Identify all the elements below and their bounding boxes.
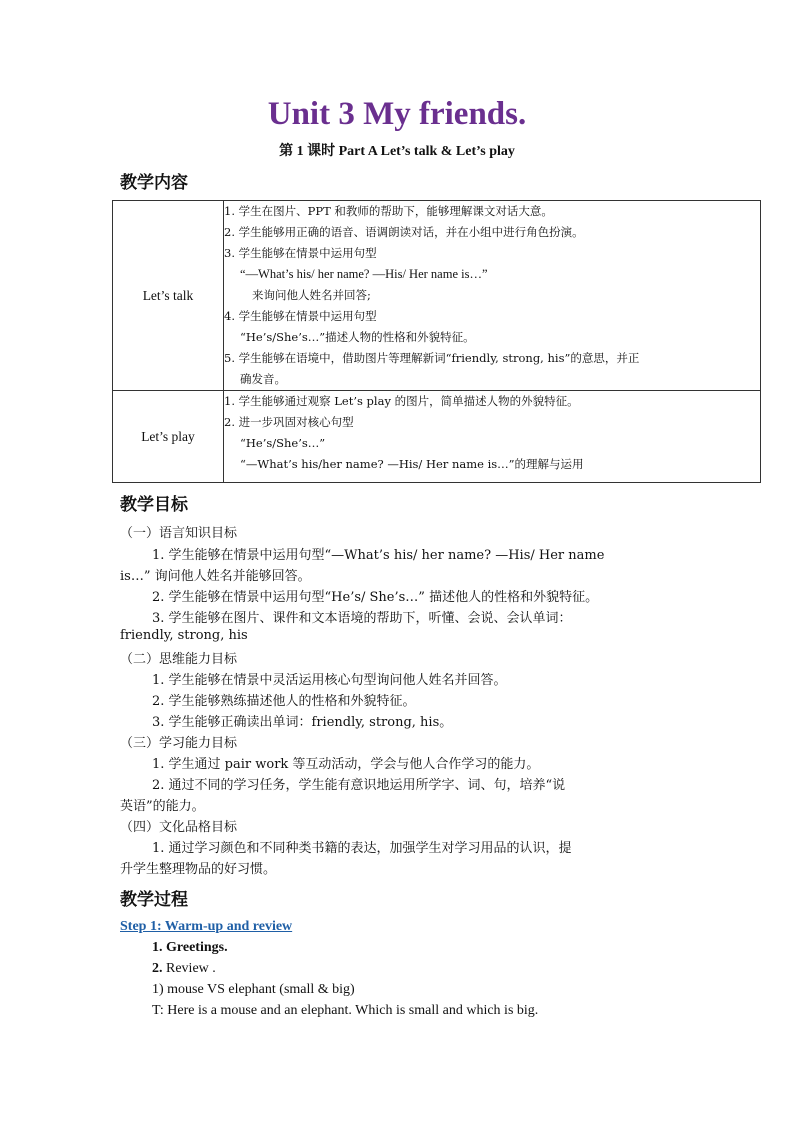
talk-line: 2. 学生能够用正确的语音、语调朗读对话，并在小组中进行角色扮演。: [224, 225, 584, 239]
play-line: 2. 进一步巩固对核心句型: [224, 415, 354, 429]
talk-line: 3. 学生能够在情景中运用句型: [224, 246, 377, 260]
goal-item: 1. 通过学习颜色和不同种类书籍的表达，加强学生对学习用品的认识，提: [152, 841, 572, 856]
goal-item: 1. 学生能够在情景中灵活运用核心句型询问他人姓名并回答。: [152, 673, 507, 688]
talk-line: 1. 学生在图片、PPT 和教师的帮助下，能够理解课文对话大意。: [224, 204, 553, 218]
goal-item: 3. 学生能够在图片、课件和文本语境的帮助下，听懂、会说、会认单词：: [152, 611, 572, 626]
talk-label: Let’s talk: [113, 201, 224, 391]
play-line: “—What’s his/her name? —His/ Her name is…”的理解与运用: [240, 457, 584, 471]
goal-item: 1. 学生通过 pair work 等互动活动，学会与他人合作学习的能力。: [152, 757, 540, 772]
table-row-play: [113, 391, 761, 483]
talk-line: “—What’s his/ her name? —His/ Her name is…”: [240, 267, 488, 281]
talk-line: “He’s/She’s…”描述人物的性格和外貌特征。: [240, 330, 475, 344]
process-greetings: 1. Greetings.: [152, 940, 228, 955]
process-item: 1) mouse VS elephant (small & big): [152, 982, 355, 997]
goal-item: 1. 学生能够在情景中运用句型“—What’s his/ her name? —His/ Her name: [152, 548, 605, 563]
goal-item: 英语”的能力。: [120, 799, 205, 814]
document-title: Unit 3 My friends.: [267, 96, 527, 132]
play-label: Let’s play: [113, 391, 224, 483]
goal-item: 3. 学生能够正确读出单词：friendly, strong, his。: [152, 715, 453, 730]
goal-item: 2. 通过不同的学习任务，学生能有意识地运用所学字、词、句，培养“说: [152, 778, 566, 793]
section-heading-goals: 教学目标: [120, 495, 188, 515]
content-table: [112, 200, 761, 483]
play-line: 1. 学生能够通过观察 Let’s play 的图片，简单描述人物的外貌特征。: [224, 394, 579, 408]
goal-group-title: （四）文化品格目标: [120, 820, 238, 835]
talk-line: 确发音。: [240, 372, 286, 386]
goal-item: is…” 询问他人姓名并能够回答。: [120, 569, 311, 584]
section-heading-content: 教学内容: [120, 173, 188, 193]
goal-item: 2. 学生能够在情景中运用句型“He’s/ She’s…” 描述他人的性格和外貌特征。: [152, 590, 599, 605]
goal-group-title: （二）思维能力目标: [120, 652, 238, 667]
step1-heading: Step 1: Warm-up and review: [120, 919, 293, 934]
process-review: [152, 961, 216, 977]
table-row-talk: [113, 201, 761, 391]
talk-cell: [224, 201, 761, 391]
talk-line: 5. 学生能够在语境中，借助图片等理解新词“friendly, strong, his”的意思，并正: [224, 351, 640, 365]
goal-item: friendly, strong, his: [120, 628, 248, 643]
talk-line: 来询问他人姓名并回答;: [252, 288, 371, 302]
goal-group-title: （一）语言知识目标: [120, 526, 238, 541]
section-heading-process: 教学过程: [120, 890, 188, 910]
review-number: 2.: [152, 961, 163, 976]
review-text: Review .: [162, 961, 216, 976]
process-item: T: Here is a mouse and an elephant. Which is small and which is big.: [152, 1003, 539, 1018]
goal-group-title: （三）学习能力目标: [120, 736, 238, 751]
talk-line: 4. 学生能够在情景中运用句型: [224, 309, 377, 323]
goal-item: 2. 学生能够熟练描述他人的性格和外貌特征。: [152, 694, 416, 709]
goal-item: 升学生整理物品的好习惯。: [120, 862, 277, 877]
play-line: “He’s/She’s…”: [240, 436, 326, 450]
lesson-subtitle: 第 1 课时 Part A Let’s talk & Let’s play: [279, 144, 515, 159]
play-cell: [224, 391, 761, 483]
